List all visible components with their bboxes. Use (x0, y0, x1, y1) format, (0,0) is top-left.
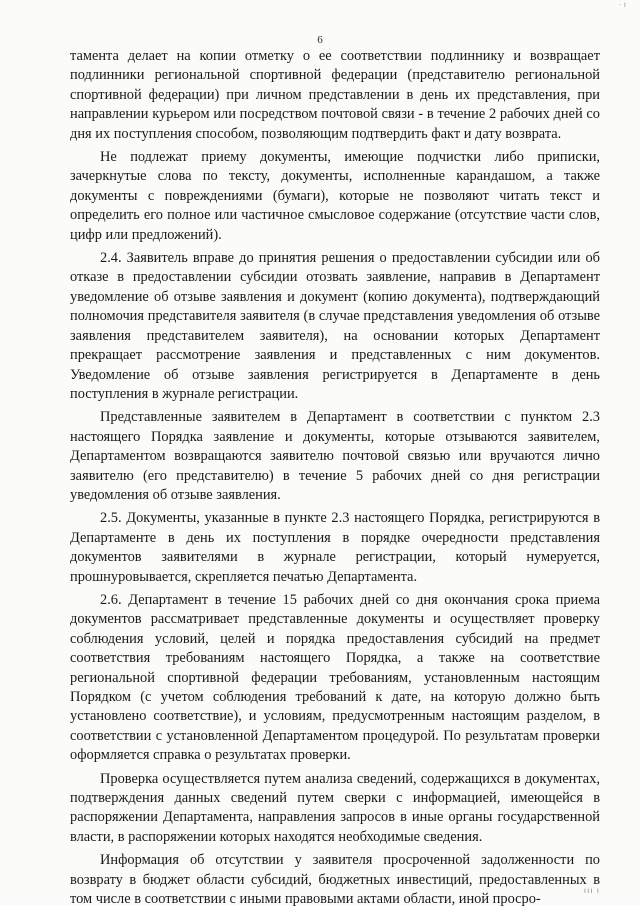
corner-scan-mark: · ı (618, 0, 626, 9)
paragraph-verification: Проверка осуществляется путем анализа сведений, содержащихся в документах, подтверждения данных сведений путем сверки с информацией, имеющейся в распоряжении Департамента, направления запросов в иные органы государственной власти, в распоряжении которых находятся необходимые сведения. (70, 770, 600, 845)
paragraph-2-5: 2.5. Документы, указанные в пункте 2.3 настоящего Порядка, регистрируются в Департаменте в день их поступления в порядке очередности представления документов заявителями в журнале регистрации, который нумеруется, прошнуровывается, скрепляется печатью Департамента. (70, 510, 600, 585)
page-number: 6 (317, 34, 323, 46)
document-body (70, 47, 600, 913)
paragraph-return-documents: Представленные заявителем в Департамент в соответствии с пунктом 2.3 настоящего Порядка заявление и документы, которые отзываются заявителем, Департаментом возвращаются заявителю почтовой связью или вручаются лично заявителю (его представителю) в течение 5 рабочих дней со дня регистрации уведомления об отзыве заявления. (70, 409, 600, 503)
bottom-scan-mark: ııı ı (583, 886, 600, 895)
paragraph-continuation: тамента делает на копии отметку о ее соответствии подлиннику и возвращает подлинники региональной спортивной федерации (представителю региональной спортивной федерации) при личном представлении в день их представления, при направлении курьером или посредством почтовой связи - в течение 2 рабочих дней со дня их поступления способом, позволяющим подтвердить факт и дату возврата. (70, 48, 600, 142)
paragraph-rejection-rules: Не подлежат приему документы, имеющие подчистки либо приписки, зачеркнутые слова по тексту, документы, исполненные карандашом, а также документы с повреждениями (бумаги), которые не позволяют читать текст и определить его полное или частичное смысловое содержание (отсутствие части слов, цифр или предложений). (70, 149, 600, 243)
paragraph-debt-information: Информация об отсутствии у заявителя просроченной задолженности по возврату в бюджет области субсидий, бюджетных инвестиций, предоставленных в том числе в соответствии с иными правовыми актами области, иной просро- (70, 852, 600, 908)
paragraph-2-4: 2.4. Заявитель вправе до принятия решения о предоставлении субсидии или об отказе в предоставлении субсидии отозвать заявление, направив в Департамент уведомление об отзыве заявления и документ (копию документа), подтверждающий полномочия представителя заявителя (в случае представления уведомления об отзыве заявления представителем заявителя), на основании которых Департамент прекращает рассмотрение заявления и представленных с ним документов. Уведомление об отзыве заявления регистрируется в Департаменте в день поступления в журнале регистрации. (70, 250, 600, 402)
paragraph-2-6: 2.6. Департамент в течение 15 рабочих дней со дня окончания срока приема документов рассматривает представленные документы и осуществляет проверку соблюдения условий, целей и порядка предоставления субсидий на предмет соответствия требованиям настоящего Порядка, а также на соответствие региональной спортивной федерации требованиям, установленным настоящим Порядком (с учетом соблюдения требований к дате, на которую должно быть установлено соответствие), и условиям, предусмотренным настоящим разделом, в соответствии с установленной Департаментом процедурой. По результатам проверки оформляется справка о результатах проверки. (70, 591, 600, 764)
